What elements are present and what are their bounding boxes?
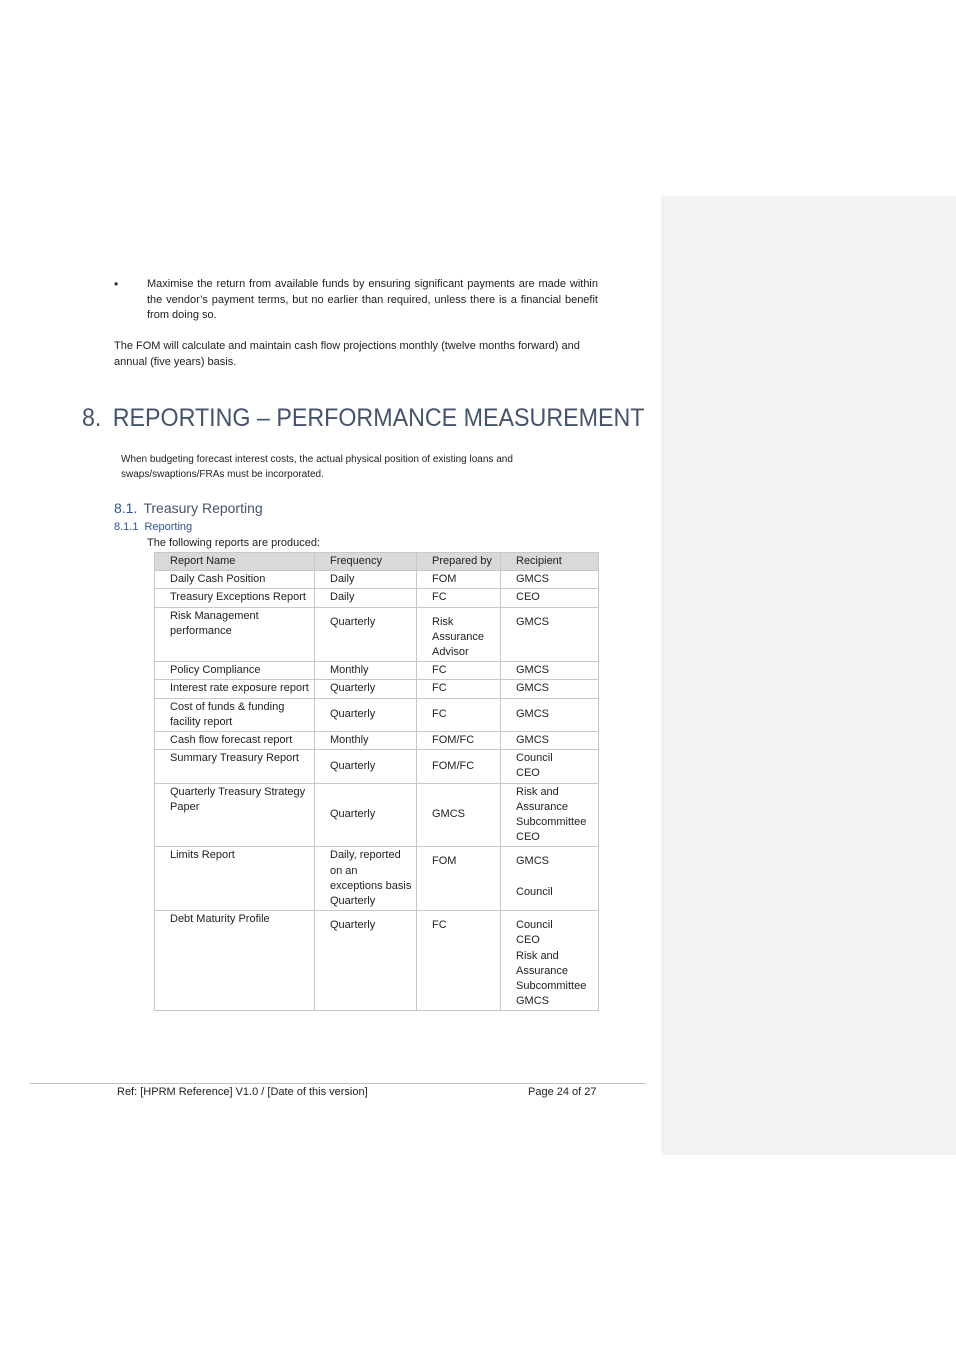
prepared-by-cell: FC: [417, 662, 501, 680]
footer-reference: Ref: [HPRM Reference] V1.0 / [Date of this version]: [117, 1086, 368, 1098]
subsubsection-heading: [114, 521, 192, 533]
footer-divider: [30, 1083, 646, 1084]
table-row: [155, 571, 599, 589]
recipient-cell: GMCS: [501, 698, 599, 731]
frequency-cell: Quarterly: [315, 680, 417, 698]
report-name-cell: Interest rate exposure report: [155, 680, 315, 698]
prepared-by-cell: FOM/FC: [417, 732, 501, 750]
report-name-cell: Risk Management performance: [155, 607, 315, 662]
recipient-cell: GMCS: [501, 732, 599, 750]
cash-flow-paragraph: The FOM will calculate and maintain cash flow projections monthly (twelve months forward) and annual (five years) basis.: [114, 340, 580, 368]
frequency-cell: Daily, reported on an exceptions basis Quarterly: [315, 847, 417, 911]
recipient-cell: GMCS Council: [501, 847, 599, 911]
prepared-by-cell: FOM: [417, 847, 501, 911]
frequency-cell: Monthly: [315, 732, 417, 750]
prepared-by-cell: FC: [417, 589, 501, 607]
table-row: [155, 589, 599, 607]
prepared-by-cell: FOM/FC: [417, 750, 501, 783]
frequency-cell: Quarterly: [315, 750, 417, 783]
bullet-text: Maximise the return from available funds by ensuring significant payments are made within the vendor’s payment terms, but no earlier than required, unless there is a financial benefit from doing so.: [147, 278, 598, 321]
report-name-cell: Debt Maturity Profile: [155, 911, 315, 1011]
table-row: [155, 662, 599, 680]
frequency-cell: Daily: [315, 571, 417, 589]
subsection-title: Treasury Reporting: [143, 500, 263, 516]
report-name-cell: Quarterly Treasury Strategy Paper: [155, 783, 315, 847]
recipient-cell: GMCS: [501, 571, 599, 589]
reports-table: [154, 552, 599, 1011]
recipient-cell: GMCS: [501, 680, 599, 698]
frequency-cell: Quarterly: [315, 698, 417, 731]
table-header-row: [155, 553, 599, 571]
table-row: [155, 750, 599, 783]
recipient-cell: GMCS: [501, 662, 599, 680]
section-number: 8.: [82, 404, 102, 432]
report-name-cell: Policy Compliance: [155, 662, 315, 680]
comment-pane: [661, 196, 956, 1155]
header-frequency: Frequency: [315, 553, 417, 571]
section-heading: [82, 404, 644, 433]
bullet-icon: •: [114, 277, 119, 291]
subsection-number: 8.1.: [114, 500, 138, 516]
report-name-cell: Summary Treasury Report: [155, 750, 315, 783]
prepared-by-cell: FC: [417, 680, 501, 698]
prepared-by-cell: FC: [417, 698, 501, 731]
table-lead-text: The following reports are produced:: [147, 537, 321, 549]
table-row: [155, 732, 599, 750]
table-row: [155, 680, 599, 698]
recipient-cell: Council CEO Risk and Assurance Subcommittee GMCS: [501, 911, 599, 1011]
recipient-cell: Council CEO: [501, 750, 599, 783]
header-recipient: Recipient: [501, 553, 599, 571]
report-name-cell: Cash flow forecast report: [155, 732, 315, 750]
recipient-cell: Risk and Assurance Subcommittee CEO: [501, 783, 599, 847]
prepared-by-cell: FOM: [417, 571, 501, 589]
subsection-heading: [114, 500, 263, 516]
report-name-cell: Limits Report: [155, 847, 315, 911]
recipient-cell: GMCS: [501, 607, 599, 662]
table-row: [155, 607, 599, 662]
subsubsection-number: 8.1.1: [114, 521, 139, 533]
prepared-by-cell: FC: [417, 911, 501, 1011]
bullet-item: [114, 277, 598, 324]
report-name-cell: Cost of funds & funding facility report: [155, 698, 315, 731]
frequency-cell: Quarterly: [315, 607, 417, 662]
table-row: [155, 783, 599, 847]
report-name-cell: Treasury Exceptions Report: [155, 589, 315, 607]
frequency-cell: Quarterly: [315, 783, 417, 847]
subsubsection-title: Reporting: [144, 521, 193, 533]
section-intro: When budgeting forecast interest costs, the actual physical position of existing loans and swaps/swaptions/FRAs must be incorporated.: [121, 454, 513, 480]
prepared-by-cell: Risk Assurance Advisor: [417, 607, 501, 662]
frequency-cell: Daily: [315, 589, 417, 607]
recipient-cell: CEO: [501, 589, 599, 607]
frequency-cell: Quarterly: [315, 911, 417, 1011]
footer-page-number: Page 24 of 27: [528, 1086, 597, 1098]
section-title: REPORTING – PERFORMANCE MEASUREMENT: [112, 404, 645, 432]
report-name-cell: Daily Cash Position: [155, 571, 315, 589]
header-report-name: Report Name: [155, 553, 315, 571]
table-row: [155, 698, 599, 731]
table-row: [155, 911, 599, 1011]
frequency-cell: Monthly: [315, 662, 417, 680]
header-prepared-by: Prepared by: [417, 553, 501, 571]
prepared-by-cell: GMCS: [417, 783, 501, 847]
table-row: [155, 847, 599, 911]
